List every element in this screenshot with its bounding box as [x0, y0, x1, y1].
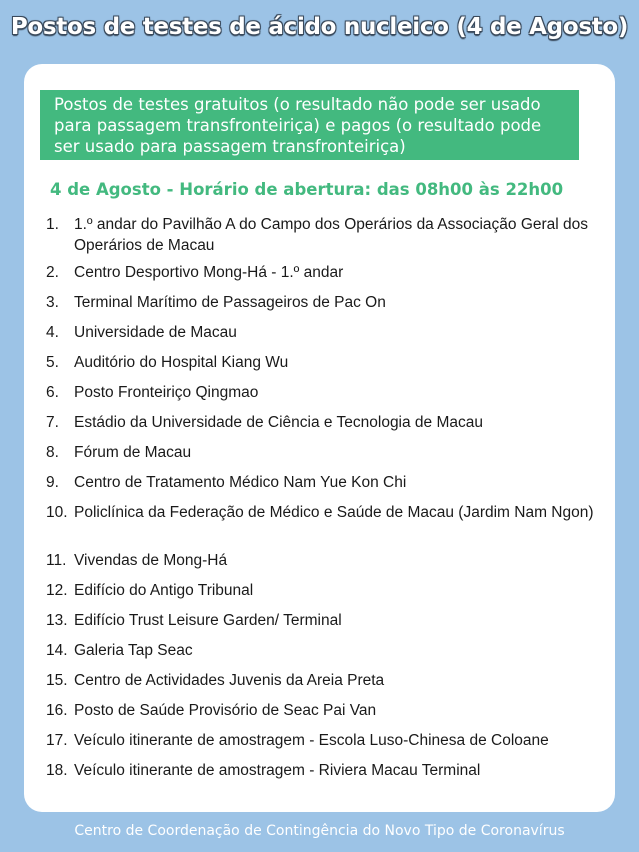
list-item-number: 12. [46, 582, 68, 599]
list-item-text: Auditório do Hospital Kiang Wu [74, 354, 289, 371]
list-item-number: 4. [46, 324, 59, 341]
list-item-number: 1. [46, 216, 59, 233]
list-item-text: Veículo itinerante de amostragem - Escola Luso-Chinesa de Coloane [74, 732, 549, 749]
list-item-text: Terminal Marítimo de Passageiros de Pac On [74, 294, 386, 311]
page-title: Postos de testes de ácido nucleico (4 de Agosto) [10, 14, 629, 40]
list-item-number: 13. [46, 612, 68, 629]
content-card [24, 64, 615, 812]
list-item-number: 10. [46, 504, 68, 521]
list-item-text: Centro Desportivo Mong-Há - 1.º andar [74, 264, 344, 281]
list-item-number: 9. [46, 474, 59, 491]
info-banner: Postos de testes gratuitos (o resultado não pode ser usado para passagem transfronteiriça) e pagos (o resultado pode ser usado para passagem transfronteiriça) [40, 90, 579, 160]
list-item-text: Edifício do Antigo Tribunal [74, 582, 254, 599]
list-item-number: 11. [46, 552, 67, 569]
list-item-number: 18. [46, 762, 68, 779]
list-item-number: 3. [46, 294, 59, 311]
list-item-number: 8. [46, 444, 59, 461]
list-item-text: 1.º andar do Pavilhão A do Campo dos Operários da Associação Geral dos Operários de Macau [74, 216, 589, 254]
list-item-number: 2. [46, 264, 59, 281]
list-item-text: Posto Fronteiriço Qingmao [74, 384, 259, 401]
list-item-text: Centro de Actividades Juvenis da Areia Preta [74, 672, 385, 689]
list-item-text: Posto de Saúde Provisório de Seac Pai Van [74, 702, 377, 719]
list-item-text: Fórum de Macau [74, 444, 192, 461]
list-item-text: Universidade de Macau [74, 324, 237, 341]
list-item-text: Policlínica da Federação de Médico e Saúde de Macau (Jardim Nam Ngon) [74, 504, 594, 521]
list-item-number: 15. [46, 672, 68, 689]
opening-hours: 4 de Agosto - Horário de abertura: das 08h00 às 22h00 [50, 180, 564, 199]
list-item-text: Vivendas de Mong-Há [74, 552, 228, 569]
list-item-number: 16. [46, 702, 68, 719]
list-item-number: 14. [46, 642, 68, 659]
list-item-number: 17. [46, 732, 68, 749]
list-item-number: 7. [46, 414, 59, 431]
list-item-text: Centro de Tratamento Médico Nam Yue Kon Chi [74, 474, 407, 491]
list-item-text: Edifício Trust Leisure Garden/ Terminal [74, 612, 342, 629]
list-item-number: 5. [46, 354, 59, 371]
list-item-text: Veículo itinerante de amostragem - Riviera Macau Terminal [74, 762, 481, 779]
footer-credit: Centro de Coordenação de Contingência do Novo Tipo de Coronavírus [74, 823, 565, 839]
list-item-text: Estádio da Universidade de Ciência e Tecnologia de Macau [74, 414, 484, 431]
list-item-text: Galeria Tap Seac [74, 642, 193, 659]
list-item-number: 6. [46, 384, 59, 401]
